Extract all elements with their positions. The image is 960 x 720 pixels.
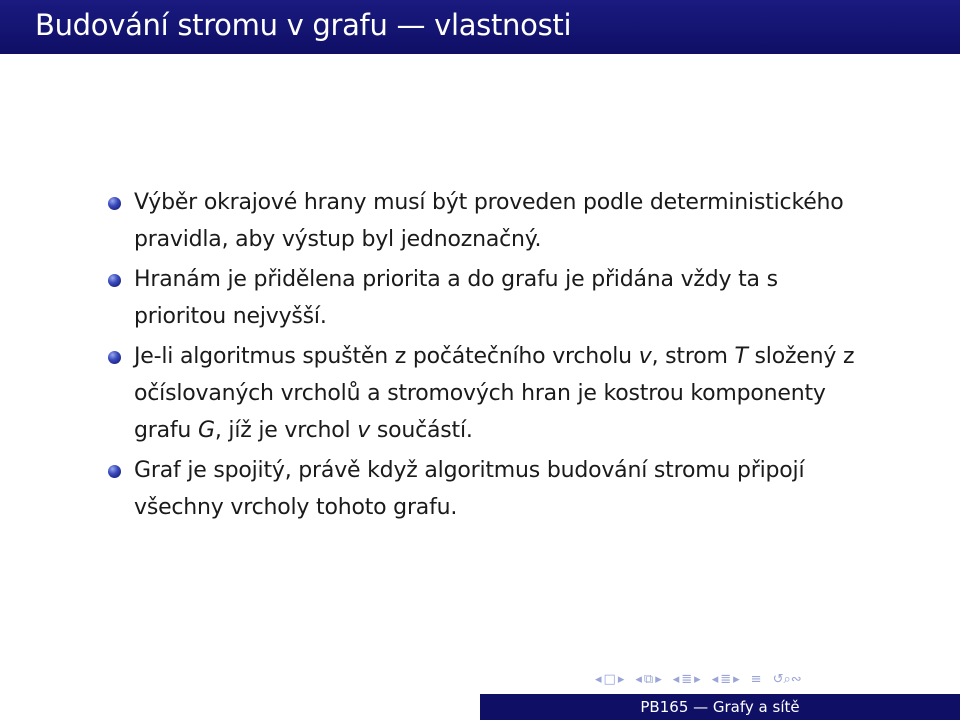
nav-frame-group[interactable]	[595, 673, 624, 686]
list-item-text: , jíž je vrchol	[214, 418, 358, 443]
list-item-text: Výběr okrajové hrany musí být proveden podle deterministického pravidla, aby výstup byl jednoznačný.	[134, 190, 844, 252]
math-var-v: v	[357, 418, 371, 443]
arrow-right-icon[interactable]: ▸	[694, 671, 701, 687]
arrow-left-icon[interactable]: ◂	[672, 671, 680, 687]
slide-title: Budování stromu v grafu — vlastnosti	[35, 8, 572, 42]
title-bar	[0, 0, 960, 54]
frame-icon[interactable]: □	[603, 671, 616, 687]
bullet-icon	[108, 197, 121, 210]
bullet-list	[108, 184, 868, 529]
list-item-text: , strom	[651, 344, 735, 369]
math-var-v: v	[638, 344, 652, 369]
bullet-icon	[108, 465, 121, 478]
navigation-bar	[595, 668, 955, 690]
nav-section-group[interactable]	[712, 673, 740, 686]
list-item	[108, 452, 868, 526]
align-icon[interactable]: ≡	[750, 671, 762, 687]
list-item-text: složený z očíslovaných vrcholů a stromových hran je kostrou komponenty grafu	[134, 344, 855, 443]
subsection-icon[interactable]: ≣	[681, 671, 693, 687]
nav-subsection-group[interactable]	[673, 673, 701, 686]
arrow-left-icon[interactable]: ◂	[595, 671, 602, 687]
math-var-T: T	[734, 344, 748, 369]
footer-bar	[480, 694, 960, 720]
arrow-right-icon[interactable]: ▸	[655, 671, 662, 687]
section-icon[interactable]: ≣	[720, 671, 732, 687]
list-item-text: Hranám je přidělena priorita a do grafu je přidána vždy ta s prioritou nejvyšší.	[134, 267, 778, 329]
arrow-left-icon[interactable]: ◂	[635, 671, 642, 687]
arrow-right-icon[interactable]: ▸	[733, 671, 740, 687]
list-item	[108, 338, 868, 449]
nav-subframe-group[interactable]	[635, 673, 661, 686]
subframe-icon[interactable]: ⧉	[643, 671, 654, 687]
bullet-icon	[108, 274, 121, 287]
list-item-text: Graf je spojitý, právě když algoritmus budování stromu připojí všechny vrcholy tohoto grafu.	[134, 458, 805, 520]
search-icon[interactable]: ↺⌕∾	[772, 671, 802, 687]
list-item	[108, 184, 868, 258]
list-item	[108, 261, 868, 335]
arrow-right-icon[interactable]: ▸	[617, 671, 625, 687]
math-var-G: G	[197, 418, 215, 443]
bullet-icon	[108, 351, 121, 364]
list-item-text: součástí.	[370, 418, 473, 443]
footer-text: PB165 — Grafy a sítě	[640, 698, 800, 716]
arrow-left-icon[interactable]: ◂	[711, 671, 719, 687]
list-item-text: Je-li algoritmus spuštěn z počátečního vrcholu	[134, 344, 639, 369]
